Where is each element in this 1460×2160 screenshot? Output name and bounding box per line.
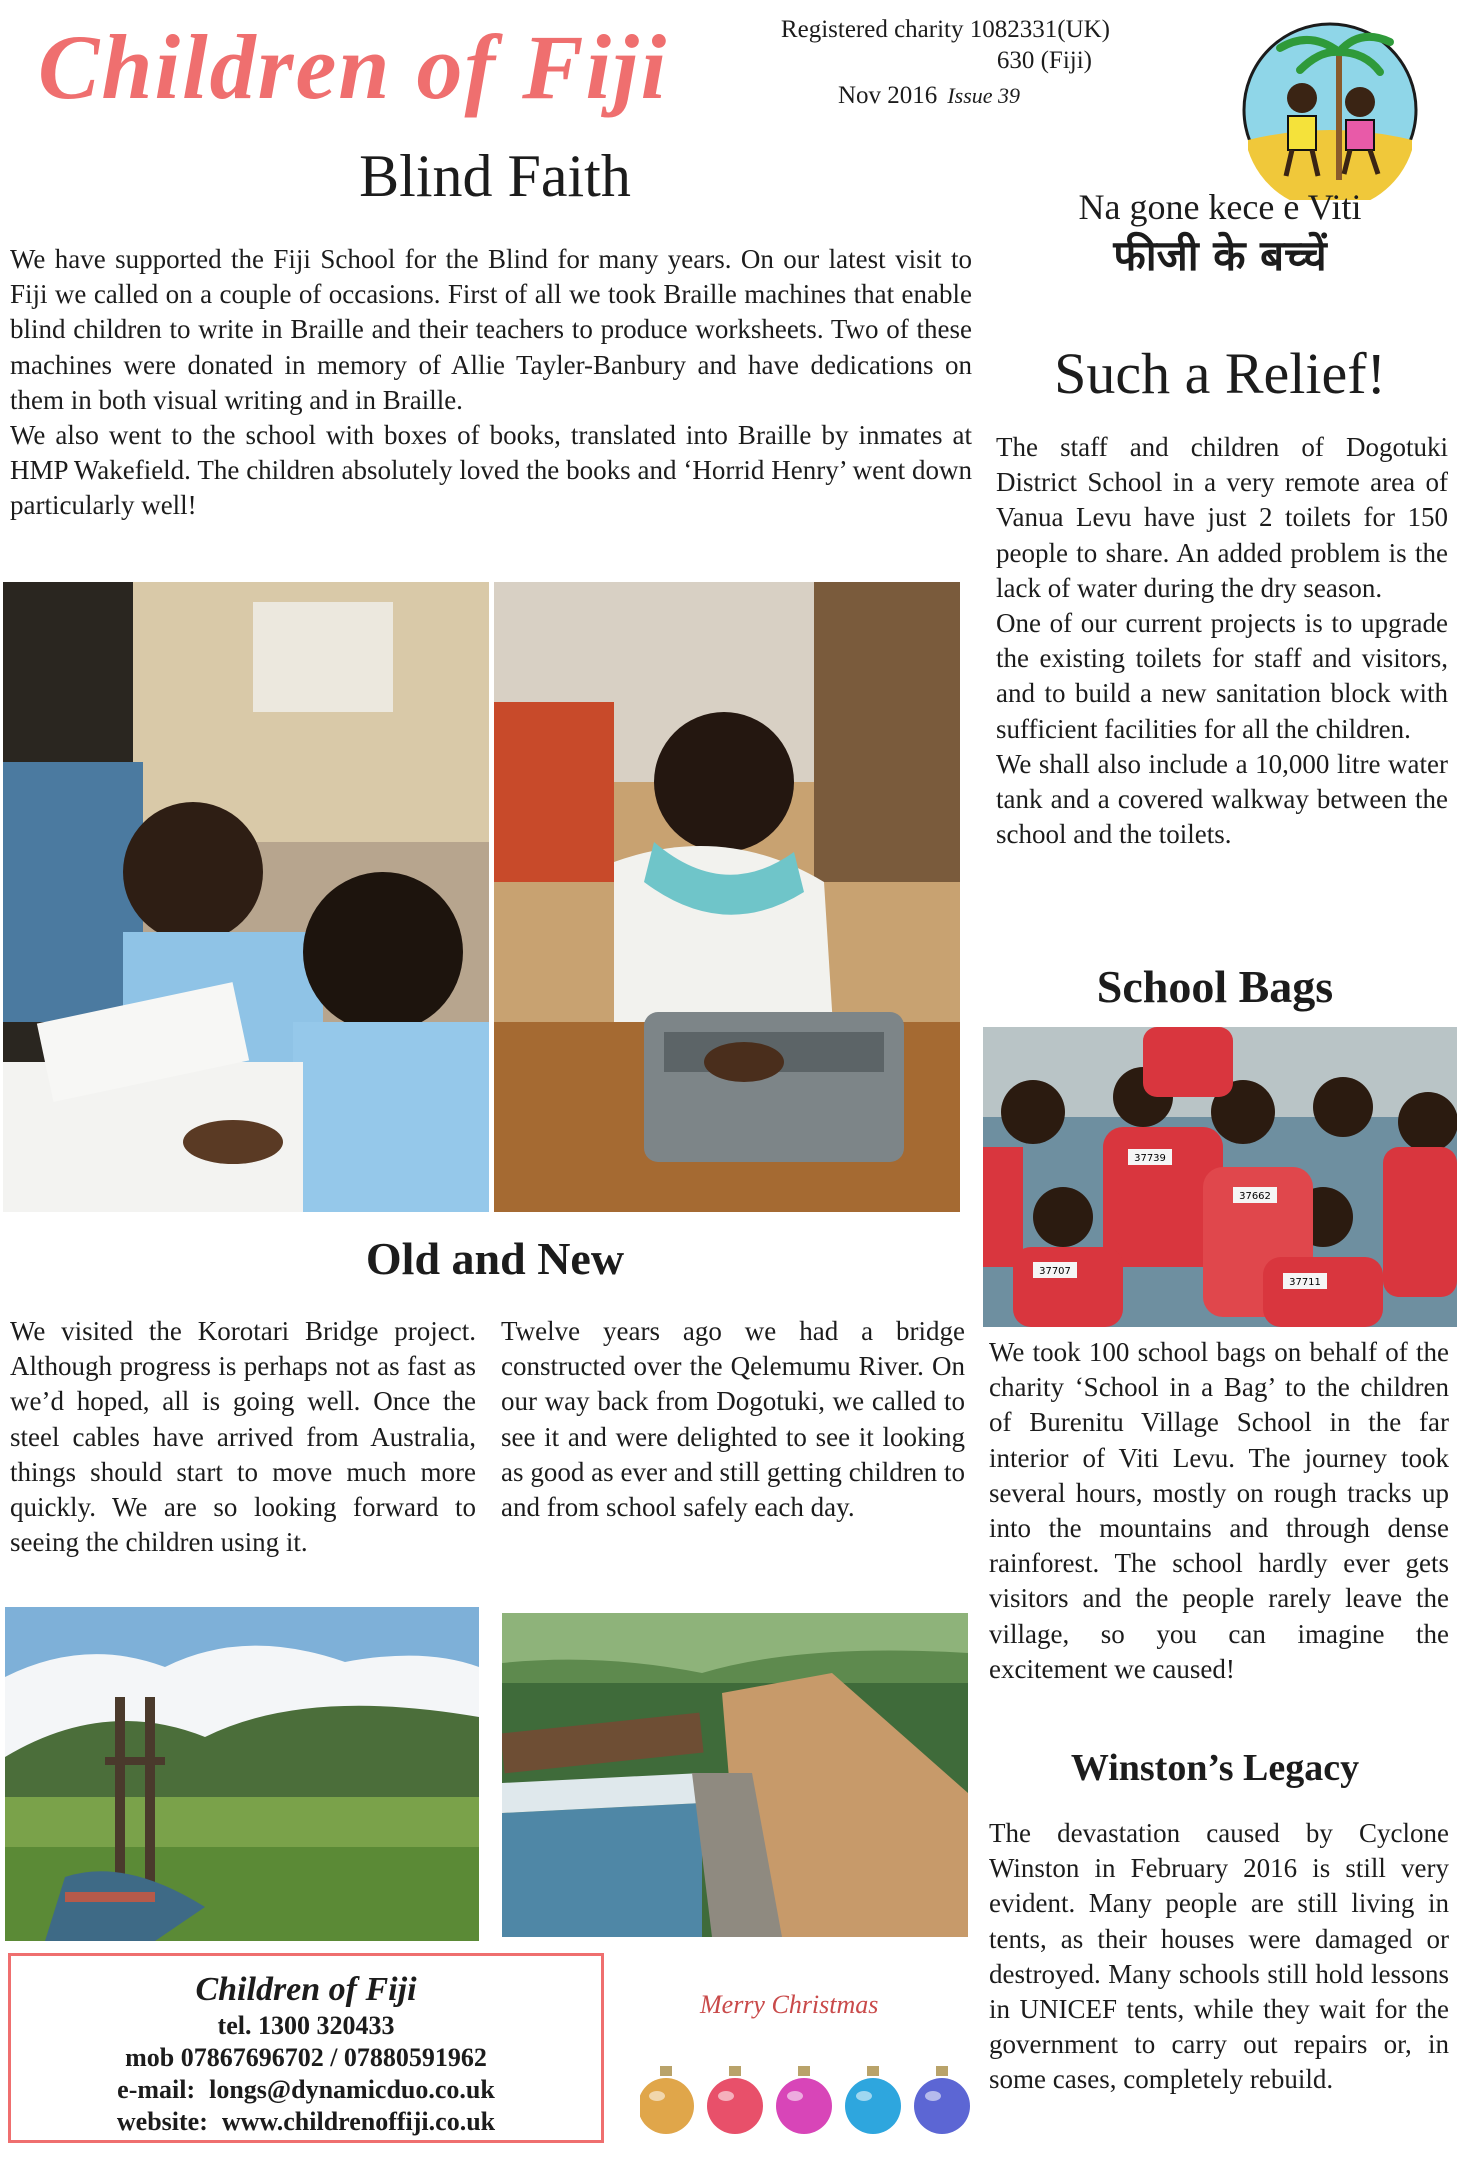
contact-website-row	[11, 2106, 601, 2138]
bag-tag: 37711	[1289, 1277, 1321, 1288]
contact-email-link[interactable]: longs@dynamicduo.co.uk	[209, 2075, 495, 2104]
old-and-new-right-paragraph: Twelve years ago we had a bridge constructed over the Qelemumu River. On our way back from Dogotuki, we called to see it and were delighted to see it looking as good as ever and still getting children to and from school safely each day.	[501, 1316, 965, 1523]
school-bags-paragraph: We took 100 school bags on behalf of the charity ‘School in a Bag’ to the children of Burenitu Village School in the far interior of Viti Levu. The journey took several hours, mostly on rough tracks up into the mountains and through dense rainforest. The school hardly ever gets visitors and the people rarely leave the village, so you can imagine the excitement we caused!	[989, 1337, 1449, 1684]
old-and-new-left-column	[10, 1314, 476, 1560]
bauble-highlight	[856, 2091, 872, 2101]
contact-website-label: website:	[116, 2107, 208, 2136]
blind-faith-paragraph-2: We also went to the school with boxes of books, translated into Braille by inmates at HMP Wakefield. The children absolutely loved the books and ‘Horrid Henry’ went down particularly well!	[10, 420, 972, 521]
registration-line-2: 630 (Fiji)	[996, 47, 1092, 75]
tagline-fijian: Na gone kece e Viti	[1078, 187, 1362, 227]
bauble-cap	[936, 2066, 948, 2076]
school-bags-article	[989, 1335, 1449, 1687]
tagline-hindi: फीजी के बच्चें	[1113, 231, 1327, 280]
blind-faith-article	[10, 242, 972, 524]
relief-paragraph-2: One of our current projects is to upgrade the existing toilets for staff and visitors, and to build a new sanitation block with sufficient facilities for all the children.	[996, 608, 1448, 744]
photo-school-bags	[983, 1027, 1457, 1327]
charity-logo	[1240, 20, 1420, 200]
tagline-block	[1020, 185, 1420, 283]
bauble-cap	[798, 2066, 810, 2076]
contact-name: Children of Fiji	[195, 1971, 417, 2008]
bauble-cap	[729, 2066, 741, 2076]
contact-email-label: e-mail:	[117, 2075, 196, 2104]
heading-blind-faith: Blind Faith	[359, 143, 631, 209]
winstons-legacy-paragraph: The devastation caused by Cyclone Winston in February 2016 is still very evident. Many people are still living in tents, as their houses were damaged or destroyed. Many schools still hold lessons in UNICEF tents, while they wait for the government to carry out repairs or, in some cases, completely rebuild.	[989, 1818, 1449, 2095]
bauble	[845, 2078, 901, 2134]
heading-such-a-relief: Such a Relief!	[1054, 341, 1386, 406]
relief-article	[996, 430, 1448, 852]
photo-braille-girl	[494, 582, 960, 1212]
bauble-cap	[867, 2066, 879, 2076]
masthead-title: Children of Fiji	[38, 16, 669, 118]
registration-block	[700, 14, 1110, 77]
bag-tag: 37707	[1039, 1266, 1071, 1277]
bag-tag: 37739	[1134, 1153, 1166, 1164]
heading-school-bags: School Bags	[1096, 961, 1334, 1012]
photo-korotari-bridge	[5, 1607, 479, 1941]
heading-winstons-legacy: Winston’s Legacy	[1070, 1747, 1360, 1789]
issue-line	[838, 82, 1020, 110]
contact-email-row	[11, 2074, 601, 2106]
registration-line-1: Registered charity 1082331(UK)	[780, 16, 1110, 43]
photo-qelemumu-bridge	[502, 1613, 968, 1937]
bauble-highlight	[787, 2091, 803, 2101]
bauble	[914, 2078, 970, 2134]
issue-date: Nov 2016	[838, 82, 938, 109]
christmas-greeting: Merry Christmas	[700, 1990, 879, 2019]
relief-paragraph-1: The staff and children of Dogotuki District School in a very remote area of Vanua Levu have just 2 toilets for 150 people to share. An added problem is the lack of water during the dry season.	[996, 432, 1448, 603]
bauble	[776, 2078, 832, 2134]
bauble	[707, 2078, 763, 2134]
bauble-highlight	[718, 2091, 734, 2101]
bauble-cap	[660, 2066, 672, 2076]
bauble-highlight	[649, 2091, 665, 2101]
bauble	[640, 2078, 694, 2134]
christmas-baubles	[640, 2060, 970, 2150]
blind-faith-paragraph-1: We have supported the Fiji School for the Blind for many years. On our latest visit to Fiji we called on a couple of occasions. First of all we took Braille machines that enable blind children to write in Braille and their teachers to produce worksheets. Two of these machines were donated in memory of Allie Tayler-Banbury and have dedications on them in both visual writing and in Braille.	[10, 244, 972, 415]
photo-braille-boys	[3, 582, 489, 1212]
contact-website-link[interactable]: www.childrenoffiji.co.uk	[221, 2107, 496, 2136]
old-and-new-right-column	[501, 1314, 965, 1525]
winstons-legacy-article	[989, 1816, 1449, 2098]
contact-mobile: mob 07867696702 / 07880591962	[125, 2043, 487, 2072]
bauble-highlight	[925, 2091, 941, 2101]
contact-telephone: tel. 1300 320433	[217, 2011, 395, 2040]
issue-number: Issue 39	[947, 83, 1021, 108]
bag-tag: 37662	[1239, 1191, 1271, 1202]
contact-box	[8, 1953, 604, 2143]
heading-old-and-new: Old and New	[365, 1233, 625, 1284]
old-and-new-left-paragraph: We visited the Korotari Bridge project. Although progress is perhaps not as fast as we’d hoped, all is going well. Once the steel cables have arrived from Australia, things should start to move much more quickly. We are so looking forward to seeing the children using it.	[10, 1316, 476, 1558]
relief-paragraph-3: We shall also include a 10,000 litre water tank and a covered walkway between the school and the toilets.	[996, 748, 1448, 850]
